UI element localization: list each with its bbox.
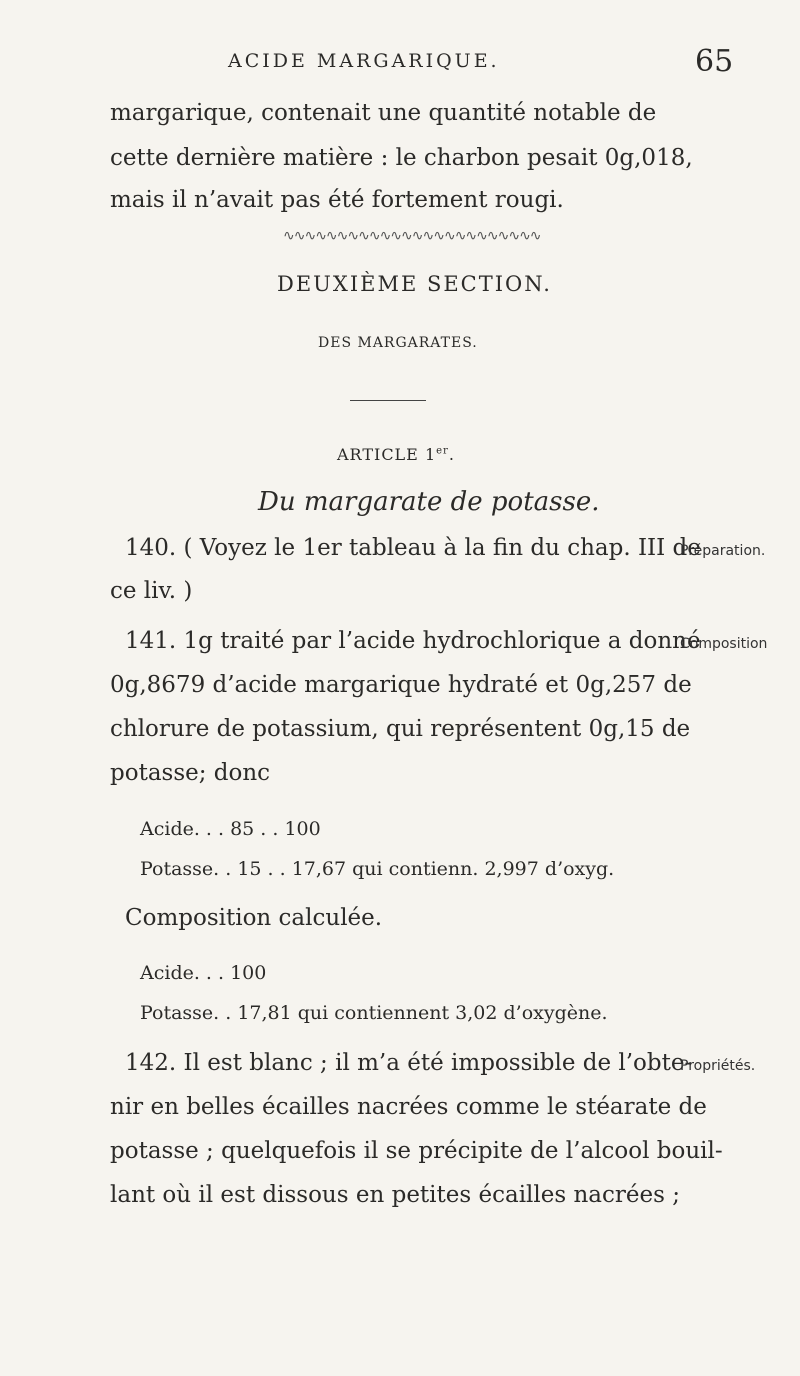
para-141-line-1: 141. 1g traité par l’acide hydrochlorique a donné [125,628,701,654]
para-140-line-1: 140. ( Voyez le 1er tableau à la fin du chap. III de [125,535,701,561]
page-number: 65 [695,44,734,79]
para-142-line-4: lant où il est dissous en petites écailles nacrées ; [110,1182,680,1208]
para-142-line-3: potasse ; quelquefois il se précipite de l’alcool bouil- [110,1138,723,1164]
para-141-line-4: potasse; donc [110,760,271,786]
section-ornament: ∿∿∿∿∿∿∿∿∿∿∿∿∿∿∿∿∿∿∿∿∿∿∿∿ [283,228,541,244]
computed-row-2: Potasse. . 17,81 qui contiennent 3,02 d’oxygène. [140,1002,608,1024]
intro-line-2: cette dernière matière : le charbon pesait 0g,018, [110,145,693,171]
section-title: DEUXIÈME SECTION. [277,272,552,296]
margin-note-proprietes: Propriétés. [680,1058,756,1074]
para-141-line-3: chlorure de potassium, qui représentent 0g,15 de [110,716,691,742]
section-subtitle: DES MARGARATES. [318,335,478,351]
intro-line-3: mais il n’avait pas été fortement rougi. [110,187,564,213]
para-140-line-2: ce liv. ) [110,578,193,604]
margin-note-composition: Composition [680,636,768,652]
intro-line-1: margarique, contenait une quantité notable de [110,100,657,126]
table-1-row-2: Potasse. . 15 . . 17,67 qui contienn. 2,997 d’oxyg. [140,858,615,880]
divider-rule [350,400,426,401]
para-142-line-2: nir en belles écailles nacrées comme le stéarate de [110,1094,707,1120]
margin-note-preparation: Préparation. [680,543,766,559]
para-142-line-1: 142. Il est blanc ; il m’a été impossible de l’obte- [125,1050,693,1076]
running-title: ACIDE MARGARIQUE. [228,50,500,72]
article-label: ARTICLE 1er. [337,445,455,464]
article-title: Du margarate de potasse. [258,487,600,517]
computed-heading: Composition calculée. [125,905,383,931]
computed-row-1: Acide. . . 100 [140,962,267,984]
para-141-line-2: 0g,8679 d’acide margarique hydraté et 0g,257 de [110,672,692,698]
table-1-row-1: Acide. . . 85 . . 100 [140,818,321,840]
